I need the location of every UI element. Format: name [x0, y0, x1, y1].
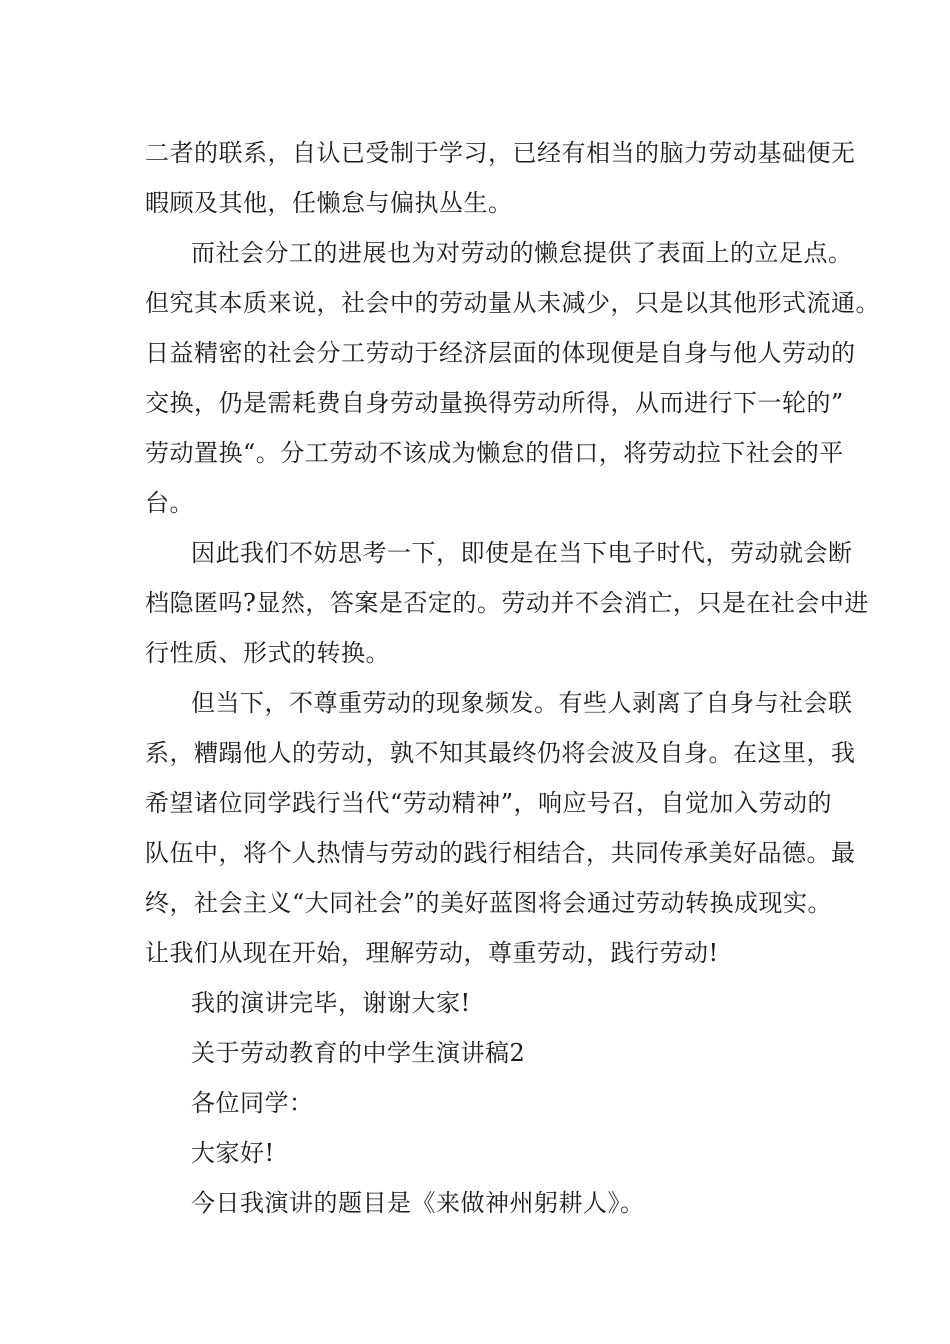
text-line: 希望诸位同学践行当代“劳动精神”，响应号召，自觉加入劳动的: [145, 789, 833, 817]
greeting-line: 大家好!: [191, 1139, 275, 1167]
text-line: 暇顾及其他，任懒怠与偏执丛生。: [145, 189, 513, 217]
paragraph-start-line: 因此我们不妨思考一下，即使是在当下电子时代，劳动就会断: [191, 539, 853, 567]
text-line: 交换，仍是需耗费自身劳动量换得劳动所得，从而进行下一轮的”: [145, 389, 844, 417]
text-line: 行性质、形式的转换。: [145, 639, 390, 667]
text-line: 让我们从现在开始，理解劳动，尊重劳动，践行劳动!: [145, 939, 719, 967]
text-line: 台。: [145, 489, 194, 517]
section-heading: 关于劳动教育的中学生演讲稿2: [191, 1039, 526, 1067]
body-text: [145, 128, 880, 1228]
text-line: 日益精密的社会分工劳动于经济层面的体现便是自身与他人劳动的: [145, 339, 856, 367]
text-line: 队伍中，将个人热情与劳动的践行相结合，共同传承美好品德。最: [145, 839, 856, 867]
text-line: 终，社会主义“大同社会”的美好蓝图将会通过劳动转换成现实。: [145, 889, 833, 917]
text-line: 二者的联系，自认已受制于学习，已经有相当的脑力劳动基础便无: [145, 139, 856, 167]
paragraph-start-line: 今日我演讲的题目是《来做神州躬耕人》。: [191, 1189, 645, 1217]
paragraph-start-line: 我的演讲完毕，谢谢大家!: [191, 989, 471, 1017]
paragraph-start-line: 而社会分工的进展也为对劳动的懒怠提供了表面上的立足点。: [191, 239, 853, 267]
paragraph-start-line: 但当下，不尊重劳动的现象频发。有些人剥离了自身与社会联: [191, 689, 853, 717]
text-line: 系，糟蹋他人的劳动，孰不知其最终仍将会波及自身。在这里，我: [145, 739, 856, 767]
text-line: 档隐匿吗?显然，答案是否定的。劳动并不会消亡，只是在社会中进: [145, 589, 869, 617]
text-line: 但究其本质来说，社会中的劳动量从未减少，只是以其他形式流通。: [145, 289, 880, 317]
text-line: 劳动置换“。分工劳动不该成为懒怠的借口，将劳动拉下社会的平: [145, 439, 844, 467]
salutation-line: 各位同学：: [191, 1089, 314, 1117]
